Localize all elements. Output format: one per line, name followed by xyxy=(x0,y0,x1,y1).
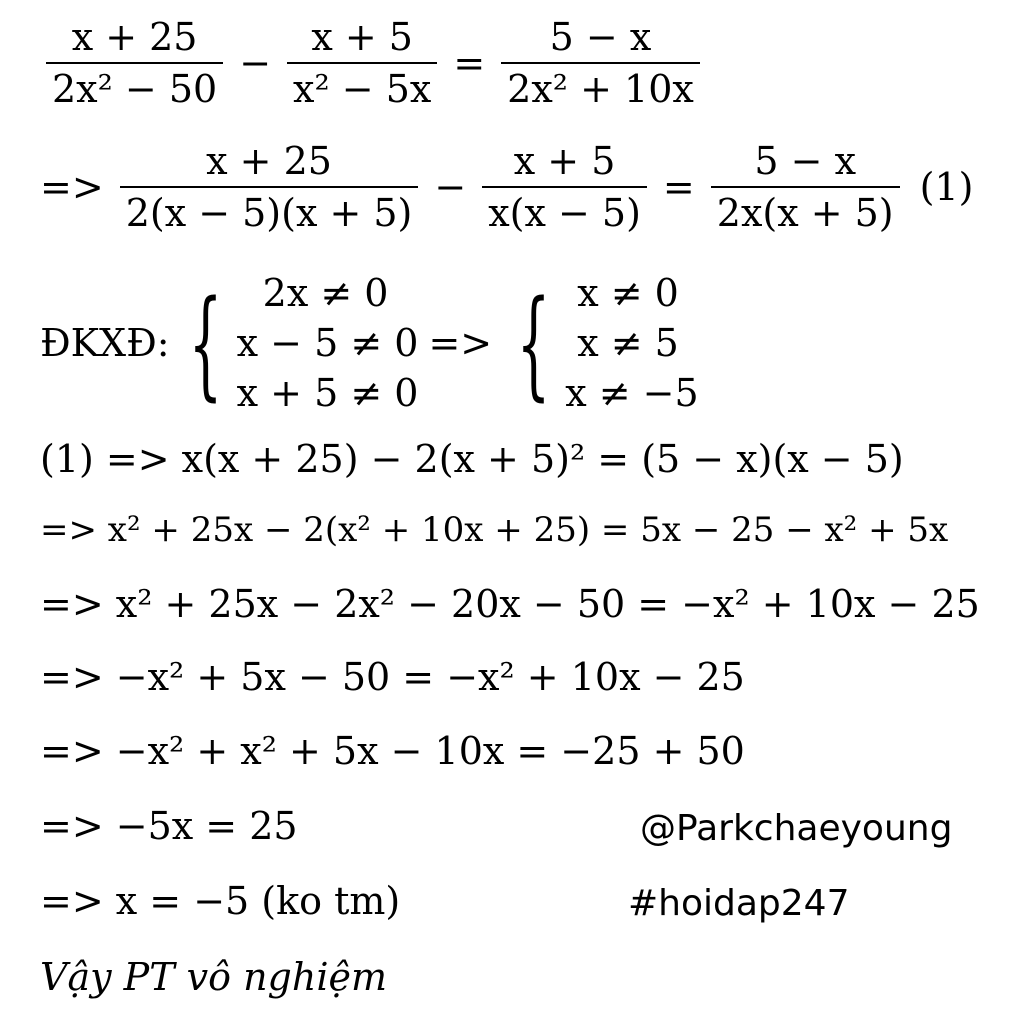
fraction-denominator: 2x² + 10x xyxy=(501,62,700,108)
left-brace-icon: { xyxy=(188,274,223,413)
fraction-numerator: x + 25 xyxy=(71,15,198,59)
condition-item: 2x ≠ 0 xyxy=(262,271,389,315)
original-equation xyxy=(40,15,706,111)
fraction-3 xyxy=(501,15,700,111)
solution-step-1: (1) => x(x + 25) − 2(x + 5)² = (5 − x)(x − 5) xyxy=(40,437,904,481)
solution-step-3: => x² + 25x − 2x² − 20x − 50 = −x² + 10x − 25 xyxy=(40,582,980,626)
hashtag: #hoidap247 xyxy=(628,883,850,924)
fraction-denominator: x² − 5x xyxy=(287,62,437,108)
solution-step-6: => −5x = 25 xyxy=(40,804,298,848)
domain-condition xyxy=(40,268,699,418)
fraction-numerator: x + 25 xyxy=(206,139,332,183)
solution-step-4: => −x² + 5x − 50 = −x² + 10x − 25 xyxy=(40,655,745,699)
condition-item: x + 5 ≠ 0 xyxy=(236,371,419,416)
solution-step-2: => x² + 25x − 2(x² + 10x + 25) = 5x − 25 − x² + 5x xyxy=(40,510,949,550)
equation-label: (1) xyxy=(919,165,974,209)
equals-sign: = xyxy=(662,165,695,209)
condition-system-1 xyxy=(237,268,419,418)
fraction-numerator: x + 5 xyxy=(513,139,616,183)
left-brace-icon: { xyxy=(516,274,551,413)
implies-arrow: => xyxy=(428,321,493,366)
fraction-denominator: 2x² − 50 xyxy=(46,62,223,108)
condition-item: x ≠ 0 xyxy=(577,271,679,315)
fraction-numerator: x + 5 xyxy=(311,15,413,59)
condition-item: x ≠ −5 xyxy=(565,371,699,416)
fraction-numerator: 5 − x xyxy=(549,15,652,59)
condition-prefix: ĐKXĐ: xyxy=(40,321,170,366)
fraction-1 xyxy=(120,139,419,235)
fraction-denominator: x(x − 5) xyxy=(482,186,647,232)
fraction-denominator: 2x(x + 5) xyxy=(711,186,900,232)
fraction-2 xyxy=(287,15,437,111)
factored-equation xyxy=(40,139,974,235)
fraction-1 xyxy=(46,15,223,111)
minus-sign: − xyxy=(239,41,272,85)
conclusion: Vậy PT vô nghiệm xyxy=(40,955,388,999)
fraction-3 xyxy=(711,139,900,235)
fraction-denominator: 2(x − 5)(x + 5) xyxy=(120,186,419,232)
equals-sign: = xyxy=(453,41,486,85)
implies-arrow: => xyxy=(40,165,104,209)
fraction-2 xyxy=(482,139,647,235)
solution-step-7: => x = −5 (ko tm) xyxy=(40,879,401,923)
minus-sign: − xyxy=(434,165,467,209)
author-tag: @Parkchaeyoung xyxy=(640,808,953,849)
condition-item: x ≠ 5 xyxy=(577,321,679,366)
fraction-numerator: 5 − x xyxy=(754,139,856,183)
condition-system-2 xyxy=(565,268,698,418)
solution-step-5: => −x² + x² + 5x − 10x = −25 + 50 xyxy=(40,729,745,773)
condition-item: x − 5 ≠ 0 xyxy=(236,321,419,366)
